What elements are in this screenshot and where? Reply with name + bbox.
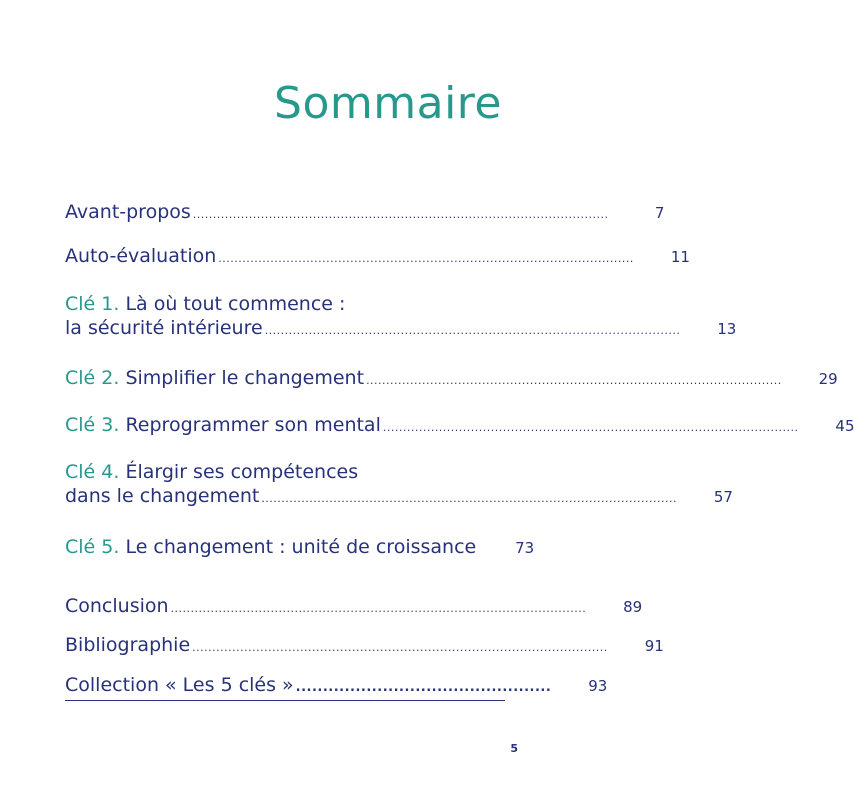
toc-entry-cle-5[interactable] (65, 535, 535, 562)
toc-entry-label: Conclusion (65, 595, 169, 617)
toc-page-number: 11 (670, 248, 690, 266)
leader-dots: ........................................................................................................ (192, 641, 608, 654)
toc-entry-label-line2: la sécurité intérieure (65, 317, 263, 339)
toc-page-number: 7 (654, 204, 665, 222)
key-prefix: Clé 3. (65, 414, 120, 436)
key-prefix: Clé 4. (65, 461, 120, 483)
toc-entry-label: Le changement : unité de croissance (125, 536, 477, 558)
toc-entry-label: Là où tout commence : (125, 293, 346, 315)
toc-entry-label: Avant-propos (65, 201, 191, 223)
leader-dots: ........................................................................................................ (218, 252, 634, 265)
leader-dots: ............................................... (295, 680, 552, 695)
toc-entry-label: Simplifier le changement (125, 367, 365, 389)
toc-entry-label: Élargir ses compétences (125, 461, 359, 483)
toc-entry-cle-3[interactable] (65, 413, 855, 440)
leader-dots: ........................................................................................................ (261, 492, 677, 505)
toc-entry-cle-1[interactable] (65, 292, 737, 343)
toc-entry-cle-4[interactable] (65, 460, 733, 511)
toc-entry-label-line2: dans le changement (65, 485, 260, 507)
toc-entry-label: Reprogrammer son mental (125, 414, 381, 436)
toc-entry-bibliographie[interactable] (65, 633, 664, 660)
toc-page-number: 57 (713, 488, 733, 506)
leader-dots: ........................................................................................................ (264, 324, 681, 337)
toc-page-number: 89 (623, 598, 643, 616)
key-prefix: Clé 1. (65, 293, 120, 315)
toc-entry-cle-2[interactable] (65, 366, 838, 393)
toc-page-number: 91 (644, 637, 664, 655)
page-title: Sommaire (274, 78, 502, 129)
key-prefix: Clé 2. (65, 367, 120, 389)
toc-entry-label: Bibliographie (65, 634, 191, 656)
toc-page-number: 93 (588, 677, 608, 695)
toc-page-number: 45 (835, 417, 855, 435)
toc-entry-conclusion[interactable] (65, 594, 643, 621)
toc-entry-avant-propos[interactable] (65, 200, 665, 227)
toc-page-number: 73 (515, 539, 535, 557)
toc-entry-auto-evaluation[interactable] (65, 244, 690, 271)
page-number: 5 (510, 742, 518, 755)
leader-dots: ........................................................................................................ (192, 208, 609, 221)
leader-dots: ........................................................................................................ (366, 374, 782, 387)
toc-entry-label: Auto-évaluation (65, 245, 217, 267)
toc-entry-collection[interactable] (65, 673, 608, 701)
leader-dots: ........................................................................................................ (170, 602, 587, 615)
toc-entry-label: Collection « Les 5 clés » (65, 674, 294, 696)
key-prefix: Clé 5. (65, 536, 120, 558)
toc-page-number: 13 (717, 320, 737, 338)
toc-page-number: 29 (818, 370, 838, 388)
leader-dots: ........................................................................................................ (382, 421, 799, 434)
